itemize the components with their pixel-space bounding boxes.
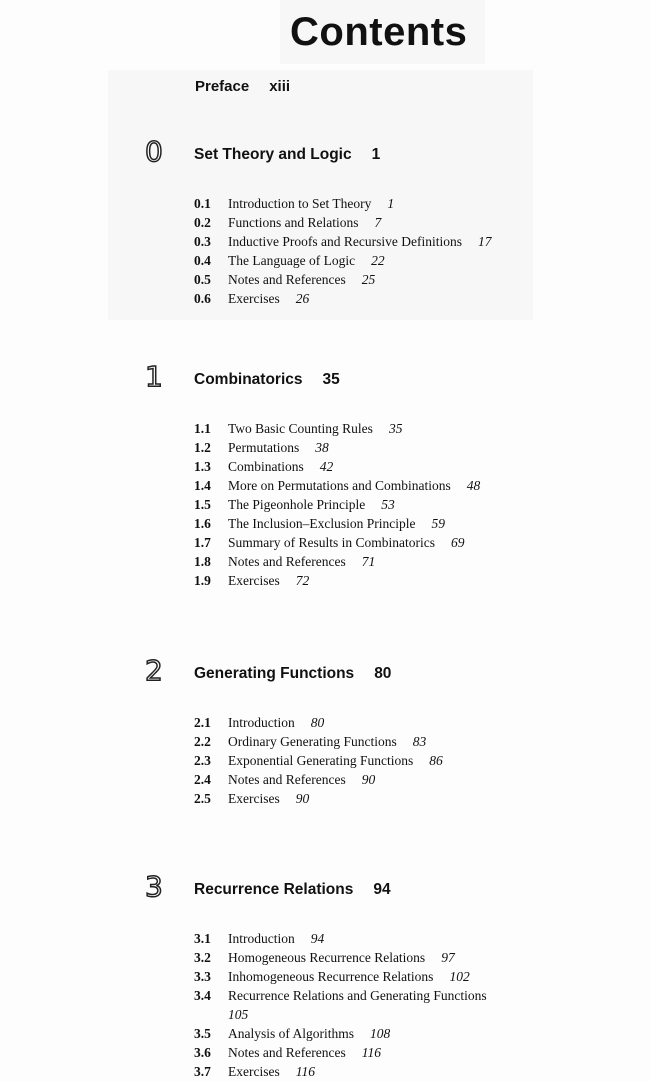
chapter-number: 3 bbox=[145, 870, 163, 903]
chapter-page: 35 bbox=[322, 371, 340, 388]
section-number: 1.3 bbox=[194, 459, 211, 474]
section-page: 80 bbox=[310, 715, 325, 730]
preface-label: Preface bbox=[195, 78, 250, 95]
section-page: 35 bbox=[388, 421, 403, 436]
section-number: 3.3 bbox=[194, 969, 211, 984]
section-title: More on Permutations and Combinations bbox=[228, 478, 451, 493]
section-page: 42 bbox=[319, 459, 334, 474]
section-page: 53 bbox=[381, 497, 395, 512]
section-page: 90 bbox=[361, 772, 376, 787]
chapter-number: 1 bbox=[145, 360, 163, 393]
section-entry bbox=[194, 732, 528, 751]
section-title: Ordinary Generating Functions bbox=[228, 734, 397, 749]
section-title: Notes and References bbox=[228, 272, 346, 287]
section-entry bbox=[194, 289, 528, 308]
section-number: 1.5 bbox=[194, 497, 211, 512]
section-title: Introduction bbox=[228, 715, 295, 730]
section-title: The Language of Logic bbox=[228, 253, 356, 268]
chapter-title: Combinatorics bbox=[194, 371, 303, 388]
section-page: 69 bbox=[451, 535, 465, 550]
section-page: 71 bbox=[361, 554, 376, 569]
section-entry bbox=[194, 251, 528, 270]
section-list bbox=[194, 419, 548, 590]
section-entry bbox=[194, 789, 528, 808]
section-entry bbox=[194, 948, 528, 967]
section-entry bbox=[194, 1024, 528, 1043]
section-page: 25 bbox=[361, 272, 376, 287]
section-number: 1.4 bbox=[194, 478, 211, 493]
section-number: 2.3 bbox=[194, 753, 211, 768]
section-number: 2.4 bbox=[194, 772, 211, 787]
section-page: 90 bbox=[295, 791, 310, 806]
section-page: 26 bbox=[295, 291, 310, 306]
section-entry bbox=[194, 770, 528, 789]
chapter-page: 1 bbox=[371, 146, 381, 163]
section-number: 1.7 bbox=[194, 535, 211, 550]
preface-entry bbox=[195, 76, 290, 98]
section-number: 2.2 bbox=[194, 734, 211, 749]
page-title: Contents bbox=[290, 10, 468, 54]
section-title: Exercises bbox=[228, 573, 280, 588]
section-list bbox=[194, 929, 528, 1081]
section-list bbox=[194, 194, 548, 308]
section-entry bbox=[194, 213, 528, 232]
section-number: 1.9 bbox=[194, 573, 211, 588]
section-entry bbox=[194, 552, 528, 571]
section-page: 59 bbox=[431, 516, 445, 531]
chapter-title: Generating Functions bbox=[194, 665, 355, 682]
section-title: Functions and Relations bbox=[228, 215, 359, 230]
section-number: 3.1 bbox=[194, 931, 211, 946]
section-page: 72 bbox=[295, 573, 310, 588]
section-title: Introduction bbox=[228, 931, 295, 946]
section-entry bbox=[194, 713, 528, 732]
section-title: Two Basic Counting Rules bbox=[228, 421, 373, 436]
section-entry bbox=[194, 232, 548, 251]
section-entry bbox=[194, 1043, 528, 1062]
section-entry bbox=[194, 514, 528, 533]
chapter-page: 80 bbox=[374, 665, 392, 682]
chapter-title: Recurrence Relations bbox=[194, 881, 354, 898]
section-entry bbox=[194, 438, 528, 457]
section-number: 0.5 bbox=[194, 272, 211, 287]
section-entry bbox=[194, 533, 528, 552]
section-number: 1.6 bbox=[194, 516, 211, 531]
section-entry bbox=[194, 1062, 528, 1081]
section-page: 105 bbox=[228, 1007, 249, 1022]
section-number: 0.4 bbox=[194, 253, 211, 268]
section-title: Analysis of Algorithms bbox=[228, 1026, 355, 1041]
section-page: 83 bbox=[412, 734, 427, 749]
section-title: Exercises bbox=[228, 791, 280, 806]
section-entry bbox=[194, 270, 528, 289]
section-number: 0.1 bbox=[194, 196, 211, 211]
preface-page: xiii bbox=[269, 78, 291, 95]
section-page: 94 bbox=[310, 931, 325, 946]
chapter-heading bbox=[194, 144, 380, 166]
section-entry bbox=[194, 194, 528, 213]
section-title: The Inclusion–Exclusion Principle bbox=[228, 516, 416, 531]
section-entry bbox=[194, 929, 528, 948]
section-title: Exercises bbox=[228, 1064, 280, 1079]
section-page: 108 bbox=[370, 1026, 391, 1041]
chapter-number: 0 bbox=[145, 135, 163, 168]
section-title: Homogeneous Recurrence Relations bbox=[228, 950, 426, 965]
section-number: 0.3 bbox=[194, 234, 211, 249]
section-title: Permutations bbox=[228, 440, 300, 455]
chapter-heading bbox=[194, 369, 340, 391]
section-entry bbox=[194, 419, 528, 438]
section-page: 116 bbox=[295, 1064, 315, 1079]
section-number: 1.2 bbox=[194, 440, 211, 455]
section-title: Notes and References bbox=[228, 554, 346, 569]
section-page: 116 bbox=[361, 1045, 381, 1060]
section-page: 102 bbox=[449, 969, 470, 984]
section-title: Inhomogeneous Recurrence Relations bbox=[228, 969, 434, 984]
section-page: 17 bbox=[477, 234, 492, 249]
section-entry bbox=[194, 967, 528, 986]
section-title: Summary of Results in Combinatorics bbox=[228, 535, 435, 550]
section-page: 7 bbox=[374, 215, 382, 230]
section-entry bbox=[194, 986, 518, 1024]
section-title: Exercises bbox=[228, 291, 280, 306]
section-entry bbox=[194, 476, 548, 495]
section-title: Notes and References bbox=[228, 772, 346, 787]
section-number: 2.5 bbox=[194, 791, 211, 806]
section-title: Notes and References bbox=[228, 1045, 346, 1060]
section-number: 3.6 bbox=[194, 1045, 211, 1060]
section-page: 22 bbox=[371, 253, 385, 268]
section-entry bbox=[194, 751, 528, 770]
section-title: Introduction to Set Theory bbox=[228, 196, 372, 211]
section-number: 1.8 bbox=[194, 554, 211, 569]
section-title: The Pigeonhole Principle bbox=[228, 497, 366, 512]
chapter-heading bbox=[194, 879, 391, 901]
section-number: 3.2 bbox=[194, 950, 211, 965]
section-entry bbox=[194, 571, 528, 590]
section-page: 1 bbox=[387, 196, 395, 211]
section-entry bbox=[194, 495, 528, 514]
section-title: Inductive Proofs and Recursive Definitions bbox=[228, 234, 462, 249]
chapter-page: 94 bbox=[373, 881, 391, 898]
section-page: 48 bbox=[466, 478, 481, 493]
section-title: Combinations bbox=[228, 459, 304, 474]
section-page: 97 bbox=[441, 950, 455, 965]
chapter-title: Set Theory and Logic bbox=[194, 146, 352, 163]
section-number: 3.4 bbox=[194, 988, 211, 1003]
section-title: Recurrence Relations and Generating Functions bbox=[228, 988, 487, 1003]
section-number: 0.2 bbox=[194, 215, 211, 230]
chapter-number: 2 bbox=[145, 654, 163, 687]
section-number: 1.1 bbox=[194, 421, 211, 436]
section-entry bbox=[194, 457, 528, 476]
section-number: 2.1 bbox=[194, 715, 211, 730]
section-number: 0.6 bbox=[194, 291, 211, 306]
section-number: 3.5 bbox=[194, 1026, 211, 1041]
section-list bbox=[194, 713, 528, 808]
section-page: 86 bbox=[429, 753, 443, 768]
section-number: 3.7 bbox=[194, 1064, 211, 1079]
chapter-heading bbox=[194, 663, 391, 685]
section-title: Exponential Generating Functions bbox=[228, 753, 414, 768]
section-page: 38 bbox=[315, 440, 329, 455]
